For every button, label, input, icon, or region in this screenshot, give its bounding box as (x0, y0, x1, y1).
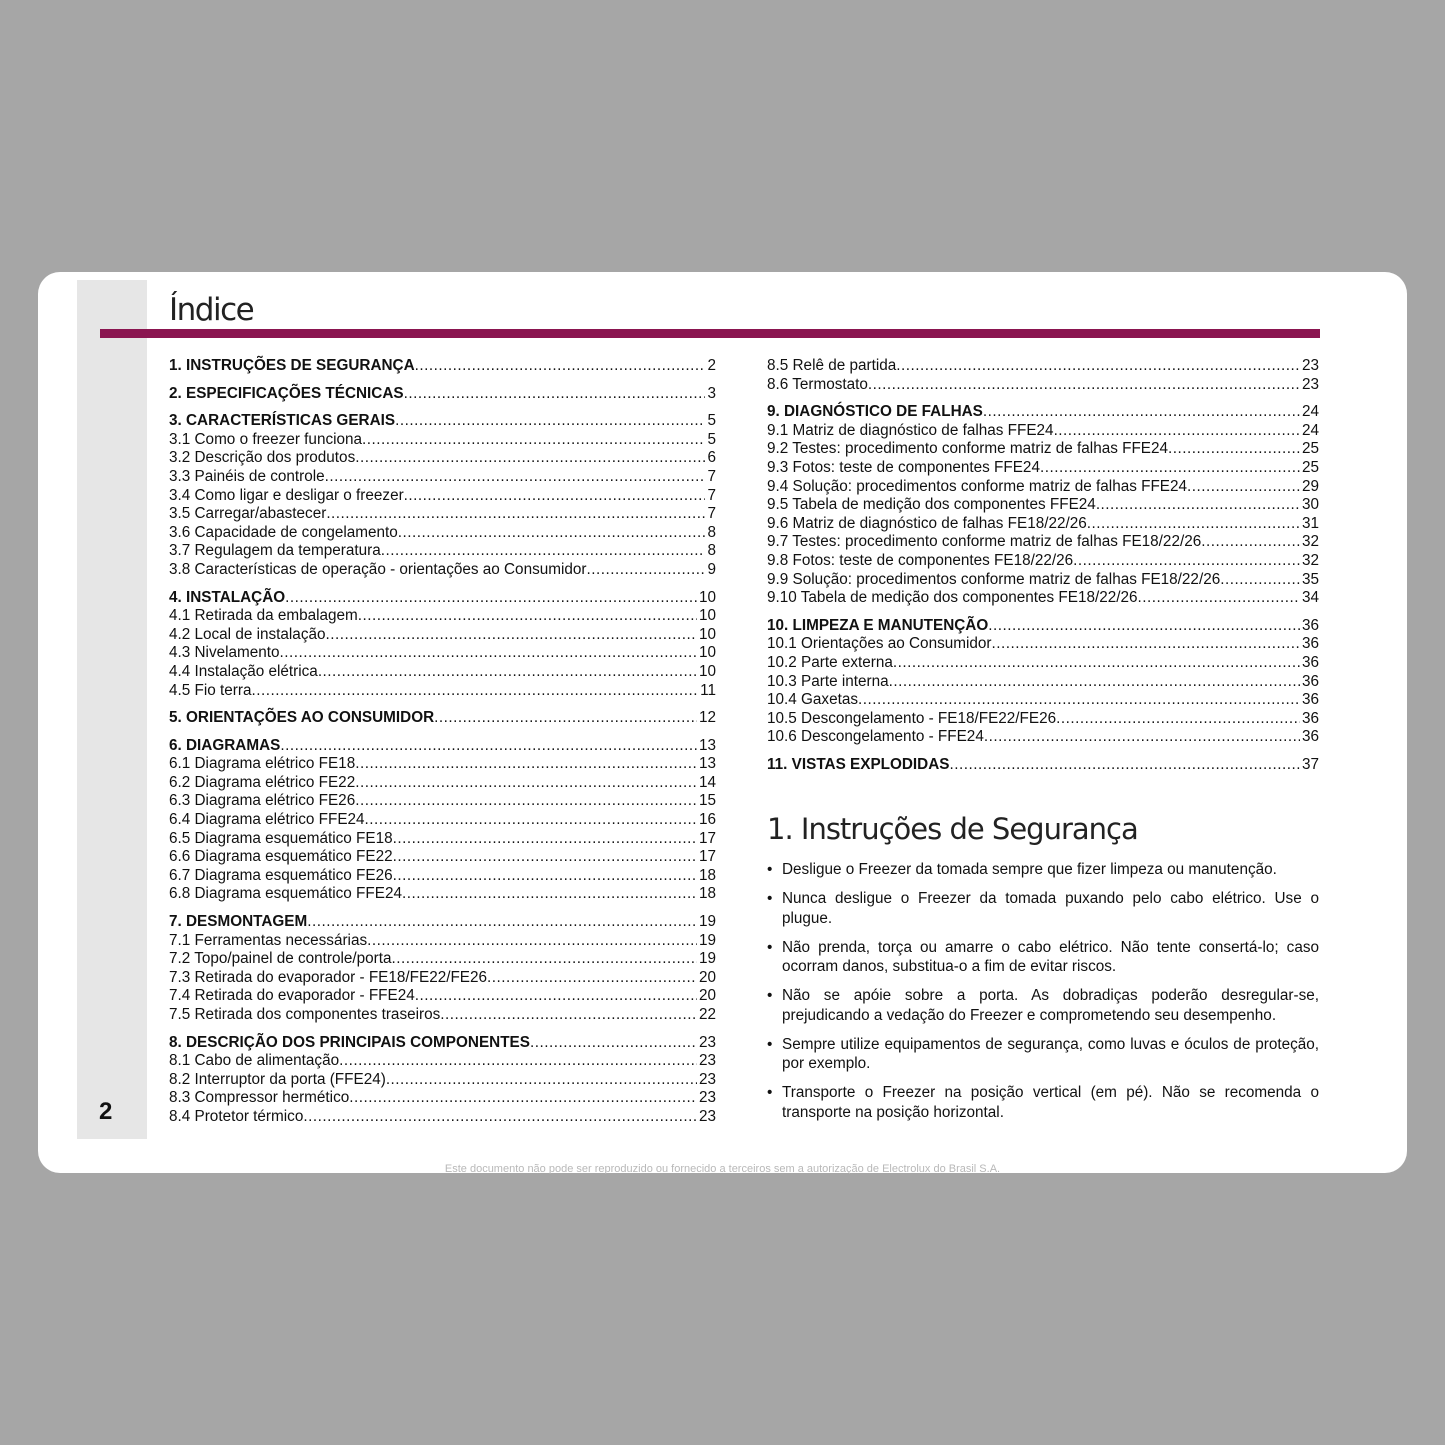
toc-section-entry[interactable] (169, 357, 716, 376)
safety-instruction-text: Não se apóie sobre a porta. As dobradiças poderão desregular-se, prejudicando a vedação do Freezer e comprometendo seu desempenho. (782, 987, 1319, 1024)
toc-dot-leader (1168, 440, 1300, 459)
toc-dot-leader (949, 756, 1300, 775)
toc-section-entry[interactable] (169, 589, 716, 608)
toc-entry-page: 36 (1301, 709, 1319, 727)
toc-subsection-entry[interactable] (169, 1108, 716, 1127)
toc-entry-title: 3.5 Carregar/abastecer (169, 505, 327, 523)
toc-entry-page: 9 (707, 560, 716, 578)
safety-instruction (767, 1083, 1319, 1122)
toc-entry-title: 4.2 Local de instalação (169, 625, 326, 643)
toc-dot-leader (398, 524, 706, 543)
toc-entry-page: 36 (1301, 635, 1319, 653)
toc-dot-leader (858, 691, 1300, 710)
toc-dot-leader (393, 830, 697, 849)
toc-subsection-entry[interactable] (169, 663, 716, 682)
toc-entry-title: 4.1 Retirada da embalagem (169, 607, 358, 625)
toc-entry-page: 24 (1301, 421, 1319, 439)
toc-subsection-entry[interactable] (169, 987, 716, 1006)
toc-subsection-entry[interactable] (767, 496, 1319, 515)
toc-entry-page: 25 (1301, 440, 1319, 458)
toc-entry-title: 9.6 Matriz de diagnóstico de falhas FE18/22/26 (767, 514, 1087, 532)
toc-dot-leader (1096, 496, 1300, 515)
toc-subsection-entry[interactable] (767, 376, 1319, 395)
toc-dot-leader (358, 607, 697, 626)
toc-subsection-entry[interactable] (767, 691, 1319, 710)
toc-dot-leader (355, 792, 697, 811)
toc-entry-title: 6.5 Diagrama esquemático FE18 (169, 829, 393, 847)
toc-entry-title: 6.6 Diagrama esquemático FE22 (169, 848, 393, 866)
toc-dot-leader (326, 505, 705, 524)
toc-entry-title: 8.6 Termostato (767, 375, 868, 393)
toc-group (169, 1034, 716, 1127)
toc-subsection-entry[interactable] (767, 440, 1319, 459)
toc-dot-leader (868, 376, 1300, 395)
toc-entry-title: 10.3 Parte interna (767, 672, 889, 690)
toc-entry-title: 7.4 Retirada do evaporador - FFE24 (169, 987, 415, 1005)
toc-subsection-entry[interactable] (169, 449, 716, 468)
toc-entry-page: 23 (698, 1033, 716, 1051)
toc-dot-leader (365, 811, 697, 830)
index-title: Índice (169, 292, 254, 328)
bullet-icon: • (767, 987, 773, 1004)
toc-subsection-entry[interactable] (169, 1052, 716, 1071)
toc-entry-page: 32 (1301, 533, 1319, 551)
side-strip (77, 280, 147, 1139)
toc-group (169, 913, 716, 1025)
toc-dot-leader (1054, 422, 1300, 441)
toc-entry-title: 3.7 Regulagem da temperatura (169, 542, 381, 560)
toc-subsection-entry[interactable] (169, 969, 716, 988)
toc-entry-title: 5. ORIENTAÇÕES AO CONSUMIDOR (169, 709, 435, 727)
toc-entry-title: 3. CARACTERÍSTICAS GERAIS (169, 412, 396, 430)
toc-subsection-entry[interactable] (169, 505, 716, 524)
safety-instruction (767, 1035, 1319, 1074)
toc-section-entry[interactable] (767, 756, 1319, 775)
safety-instruction (767, 860, 1319, 880)
toc-section-entry[interactable] (169, 1034, 716, 1053)
toc-subsection-entry[interactable] (767, 357, 1319, 376)
toc-entry-title: 6.7 Diagrama esquemático FE26 (169, 866, 393, 884)
toc-subsection-entry[interactable] (169, 682, 716, 701)
toc-entry-page: 13 (698, 755, 716, 773)
toc-entry-page: 36 (1301, 616, 1319, 634)
toc-dot-leader (381, 542, 706, 561)
toc-dot-leader (392, 950, 697, 969)
toc-entry-title: 9.1 Matriz de diagnóstico de falhas FFE24 (767, 421, 1054, 439)
toc-subsection-entry[interactable] (169, 542, 716, 561)
page-number: 2 (99, 1098, 113, 1125)
toc-subsection-entry[interactable] (767, 515, 1319, 534)
toc-entry-page: 11 (700, 681, 716, 699)
toc-group (169, 385, 716, 404)
toc-subsection-entry[interactable] (767, 459, 1319, 478)
toc-entry-title: 9.9 Solução: procedimentos conforme matriz de falhas FE18/22/26 (767, 570, 1221, 588)
toc-dot-leader (530, 1034, 697, 1053)
safety-instruction-text: Transporte o Freezer na posição vertical (em pé). Não se recomenda o transporte na posição horizontal. (782, 1084, 1319, 1121)
toc-subsection-entry[interactable] (767, 589, 1319, 608)
toc-dot-leader (404, 487, 706, 506)
toc-entry-title: 9.2 Testes: procedimento conforme matriz de falhas FFE24 (767, 440, 1169, 458)
toc-dot-leader (586, 561, 705, 580)
toc-group (767, 357, 1319, 394)
toc-entry-page: 15 (698, 792, 716, 810)
toc-dot-leader (1073, 552, 1300, 571)
toc-entry-title: 3.3 Painéis de controle (169, 467, 325, 485)
toc-entry-title: 8.5 Relê de partida (767, 357, 897, 374)
toc-subsection-entry[interactable] (169, 950, 716, 969)
toc-subsection-entry[interactable] (169, 830, 716, 849)
bullet-icon: • (767, 938, 773, 956)
toc-subsection-entry[interactable] (169, 644, 716, 663)
toc-group (767, 403, 1319, 608)
toc-dot-leader (393, 848, 697, 867)
toc-entry-title: 3.4 Como ligar e desligar o freezer (169, 486, 404, 504)
toc-subsection-entry[interactable] (169, 792, 716, 811)
toc-subsection-entry[interactable] (767, 710, 1319, 729)
toc-dot-leader (440, 1006, 697, 1025)
toc-entry-title: 8.1 Cabo de alimentação (169, 1052, 340, 1070)
toc-subsection-entry[interactable] (169, 811, 716, 830)
bullet-icon: • (767, 861, 773, 878)
toc-entry-title: 10.5 Descongelamento - FE18/FE22/FE26 (767, 709, 1057, 727)
toc-group (767, 756, 1319, 775)
toc-section-entry[interactable] (767, 403, 1319, 422)
toc-dot-leader (1201, 533, 1300, 552)
toc-entry-title: 7. DESMONTAGEM (169, 913, 308, 931)
toc-subsection-entry[interactable] (169, 468, 716, 487)
toc-entry-page: 3 (707, 384, 716, 402)
toc-entry-title: 6.8 Diagrama esquemático FFE24 (169, 885, 402, 903)
toc-entry-page: 29 (1301, 477, 1319, 495)
toc-dot-leader (280, 644, 697, 663)
toc-dot-leader (415, 357, 706, 376)
toc-entry-page: 7 (707, 486, 716, 504)
toc-entry-page: 10 (698, 662, 716, 680)
toc-dot-leader (487, 969, 697, 988)
toc-subsection-entry[interactable] (767, 422, 1319, 441)
toc-entry-page: 37 (1301, 755, 1319, 773)
toc-entry-page: 7 (707, 505, 716, 523)
toc-subsection-entry[interactable] (169, 431, 716, 450)
toc-entry-page: 25 (1301, 458, 1319, 476)
toc-entry-title: 8.2 Interruptor da porta (FFE24) (169, 1070, 386, 1088)
safety-instruction-text: Sempre utilize equipamentos de segurança, como luvas e óculos de proteção, por exemplo. (782, 1035, 1319, 1072)
toc-dot-leader (251, 682, 698, 701)
toc-entry-title: 10. LIMPEZA E MANUTENÇÃO (767, 616, 989, 634)
toc-subsection-entry[interactable] (169, 607, 716, 626)
toc-entry-title: 3.6 Capacidade de congelamento (169, 523, 398, 541)
toc-group (169, 737, 716, 904)
toc-entry-page: 19 (698, 950, 716, 968)
toc-dot-leader (1220, 571, 1300, 590)
toc-dot-leader (355, 774, 697, 793)
toc-entry-page: 17 (698, 848, 716, 866)
toc-dot-leader (889, 673, 1300, 692)
safety-instruction (767, 986, 1319, 1025)
toc-entry-page: 23 (698, 1107, 716, 1125)
toc-subsection-entry[interactable] (767, 571, 1319, 590)
bullet-icon: • (767, 1035, 773, 1053)
toc-subsection-entry[interactable] (767, 478, 1319, 497)
toc-dot-leader (355, 755, 697, 774)
toc-right-column (767, 357, 1319, 783)
toc-entry-page: 8 (707, 542, 716, 560)
toc-entry-page: 32 (1301, 551, 1319, 569)
toc-dot-leader (988, 617, 1300, 636)
safety-instruction (767, 938, 1319, 977)
toc-dot-leader (415, 987, 697, 1006)
toc-dot-leader (1138, 589, 1300, 608)
toc-entry-page: 36 (1301, 672, 1319, 690)
toc-entry-page: 23 (1301, 375, 1319, 393)
toc-dot-leader (325, 468, 706, 487)
toc-group (169, 357, 716, 376)
toc-entry-page: 19 (698, 931, 716, 949)
toc-entry-title: 10.1 Orientações ao Consumidor (767, 635, 992, 653)
safety-instruction (767, 889, 1319, 928)
toc-entry-title: 6.4 Diagrama elétrico FFE24 (169, 811, 365, 829)
toc-dot-leader (367, 932, 697, 951)
bullet-icon: • (767, 1084, 773, 1101)
toc-entry-page: 5 (707, 430, 716, 448)
toc-section-entry[interactable] (169, 412, 716, 431)
toc-dot-leader (1087, 515, 1300, 534)
toc-entry-page: 7 (707, 467, 716, 485)
toc-entry-page: 36 (1301, 691, 1319, 709)
toc-entry-page: 19 (698, 913, 716, 931)
toc-subsection-entry[interactable] (169, 774, 716, 793)
toc-section-entry[interactable] (169, 737, 716, 756)
toc-section-entry[interactable] (169, 709, 716, 728)
toc-entry-page: 23 (698, 1070, 716, 1088)
toc-entry-title: 10.2 Parte externa (767, 653, 893, 671)
toc-dot-leader (318, 663, 697, 682)
toc-subsection-entry[interactable] (169, 1006, 716, 1025)
toc-entry-title: 1. INSTRUÇÕES DE SEGURANÇA (169, 357, 415, 374)
toc-dot-leader (325, 626, 697, 645)
toc-entry-title: 7.3 Retirada do evaporador - FE18/FE22/FE26 (169, 968, 488, 986)
toc-dot-leader (280, 737, 697, 756)
toc-entry-title: 6.3 Diagrama elétrico FE26 (169, 792, 356, 810)
toc-entry-page: 8 (707, 523, 716, 541)
toc-entry-page: 18 (698, 866, 716, 884)
toc-entry-page: 10 (698, 625, 716, 643)
toc-entry-page: 10 (698, 588, 716, 606)
toc-entry-page: 23 (698, 1052, 716, 1070)
toc-section-entry[interactable] (767, 617, 1319, 636)
toc-dot-leader (355, 449, 705, 468)
toc-subsection-entry[interactable] (767, 635, 1319, 654)
toc-entry-title: 9.8 Fotos: teste de componentes FE18/22/26 (767, 551, 1074, 569)
toc-entry-title: 7.1 Ferramentas necessárias (169, 931, 368, 949)
toc-entry-page: 10 (698, 607, 716, 625)
toc-entry-title: 3.1 Como o freezer funciona (169, 430, 363, 448)
toc-entry-page: 35 (1301, 570, 1319, 588)
toc-entry-title: 9.5 Tabela de medição dos componentes FFE24 (767, 496, 1096, 514)
toc-group (169, 589, 716, 701)
document-page (38, 272, 1407, 1173)
toc-dot-leader (307, 913, 697, 932)
toc-dot-leader (404, 385, 706, 404)
toc-entry-title: 9.4 Solução: procedimentos conforme matriz de falhas FFE24 (767, 477, 1188, 495)
toc-entry-title: 8. DESCRIÇÃO DOS PRINCIPAIS COMPONENTES (169, 1033, 530, 1051)
toc-subsection-entry[interactable] (169, 1089, 716, 1108)
toc-dot-leader (991, 635, 1300, 654)
toc-subsection-entry[interactable] (169, 848, 716, 867)
toc-dot-leader (285, 589, 697, 608)
toc-subsection-entry[interactable] (767, 533, 1319, 552)
toc-dot-leader (434, 709, 697, 728)
toc-entry-title: 9. DIAGNÓSTICO DE FALHAS (767, 403, 983, 421)
toc-group (169, 412, 716, 579)
toc-entry-title: 4.5 Fio terra (169, 681, 252, 699)
toc-entry-title: 9.10 Tabela de medição dos componentes FE18/22/26 (767, 589, 1138, 607)
toc-subsection-entry[interactable] (767, 728, 1319, 747)
toc-entry-title: 6.2 Diagrama elétrico FE22 (169, 773, 356, 791)
toc-subsection-entry[interactable] (169, 755, 716, 774)
toc-entry-page: 13 (698, 736, 716, 754)
toc-entry-page: 23 (698, 1089, 716, 1107)
toc-dot-leader (362, 431, 705, 450)
toc-entry-page: 10 (698, 644, 716, 662)
toc-entry-page: 34 (1301, 589, 1319, 607)
toc-entry-title: 9.3 Fotos: teste de componentes FFE24 (767, 458, 1040, 476)
toc-subsection-entry[interactable] (169, 867, 716, 886)
safety-instruction-text: Desligue o Freezer da tomada sempre que fizer limpeza ou manutenção. (782, 861, 1277, 878)
toc-entry-title: 11. VISTAS EXPLODIDAS (767, 755, 950, 773)
toc-dot-leader (1040, 459, 1300, 478)
toc-entry-page: 14 (698, 773, 716, 791)
toc-entry-title: 4.4 Instalação elétrica (169, 662, 318, 680)
footer-note: Este documento não pode ser reproduzido ou fornecido a terceiros sem a autorização de Electrolux do Brasil S.A. (444, 1163, 1001, 1174)
toc-entry-title: 9.7 Testes: procedimento conforme matriz de falhas FE18/22/26 (767, 533, 1202, 551)
toc-entry-page: 18 (698, 885, 716, 903)
toc-entry-title: 10.4 Gaxetas (767, 691, 858, 709)
safety-list (767, 860, 1319, 1132)
toc-subsection-entry[interactable] (169, 487, 716, 506)
toc-subsection-entry[interactable] (169, 561, 716, 580)
toc-entry-title: 8.4 Protetor térmico (169, 1107, 304, 1125)
toc-subsection-entry[interactable] (169, 885, 716, 904)
toc-entry-title: 10.6 Descongelamento - FFE24 (767, 728, 984, 746)
toc-subsection-entry[interactable] (169, 932, 716, 951)
toc-entry-title: 6. DIAGRAMAS (169, 736, 281, 754)
toc-group (767, 617, 1319, 747)
toc-entry-title: 8.3 Compressor hermético (169, 1089, 350, 1107)
toc-entry-page: 31 (1301, 514, 1319, 532)
toc-subsection-entry[interactable] (169, 626, 716, 645)
toc-entry-page: 2 (707, 357, 716, 374)
toc-entry-page: 22 (698, 1006, 716, 1023)
toc-entry-title: 4.3 Nivelamento (169, 644, 280, 662)
toc-entry-page: 36 (1301, 653, 1319, 671)
toc-dot-leader (393, 867, 697, 886)
toc-entry-page: 6 (707, 449, 716, 467)
toc-entry-page: 20 (698, 968, 716, 986)
toc-entry-title: 7.2 Topo/painel de controle/porta (169, 950, 392, 968)
safety-instruction-text: Nunca desligue o Freezer da tomada puxando pelo cabo elétrico. Use o plugue. (782, 890, 1319, 927)
toc-section-entry[interactable] (169, 913, 716, 932)
toc-entry-page: 24 (1301, 403, 1319, 421)
toc-dot-leader (395, 412, 705, 431)
toc-dot-leader (1056, 710, 1300, 729)
toc-entry-page: 20 (698, 987, 716, 1005)
toc-dot-leader (983, 403, 1300, 422)
toc-entry-title: 3.2 Descrição dos produtos (169, 449, 356, 467)
toc-entry-page: 16 (698, 811, 716, 829)
toc-subsection-entry[interactable] (169, 1071, 716, 1090)
toc-subsection-entry[interactable] (767, 673, 1319, 692)
toc-subsection-entry[interactable] (767, 552, 1319, 571)
toc-dot-leader (893, 654, 1300, 673)
toc-entry-title: 3.8 Características de operação - orientações ao Consumidor (169, 560, 587, 578)
toc-left-column (169, 357, 716, 1136)
safety-instruction-text: Não prenda, torça ou amarre o cabo elétrico. Não tente consertá-lo; caso ocorram danos, substitua-o a fim de evitar riscos. (782, 938, 1319, 975)
toc-entry-title: 6.1 Diagrama elétrico FE18 (169, 755, 356, 773)
toc-entry-page: 30 (1301, 496, 1319, 514)
header-rule (100, 329, 1320, 338)
toc-section-entry[interactable] (169, 385, 716, 404)
toc-dot-leader (303, 1108, 697, 1127)
toc-entry-title: 7.5 Retirada dos componentes traseiros (169, 1006, 441, 1023)
toc-dot-leader (984, 728, 1300, 747)
toc-entry-title: 2. ESPECIFICAÇÕES TÉCNICAS (169, 384, 404, 402)
toc-entry-page: 23 (1301, 357, 1319, 374)
toc-entry-title: 4. INSTALAÇÃO (169, 588, 286, 606)
toc-subsection-entry[interactable] (767, 654, 1319, 673)
section-title: 1. Instruções de Segurança (767, 812, 1138, 846)
toc-entry-page: 17 (698, 829, 716, 847)
toc-entry-page: 12 (698, 709, 716, 727)
toc-dot-leader (402, 885, 697, 904)
toc-dot-leader (349, 1089, 697, 1108)
toc-dot-leader (896, 357, 1300, 376)
toc-entry-page: 36 (1301, 728, 1319, 746)
bullet-icon: • (767, 890, 773, 907)
toc-group (169, 709, 716, 728)
toc-dot-leader (386, 1071, 697, 1090)
toc-dot-leader (339, 1052, 697, 1071)
toc-entry-page: 5 (707, 412, 716, 430)
toc-subsection-entry[interactable] (169, 524, 716, 543)
toc-dot-leader (1187, 478, 1300, 497)
